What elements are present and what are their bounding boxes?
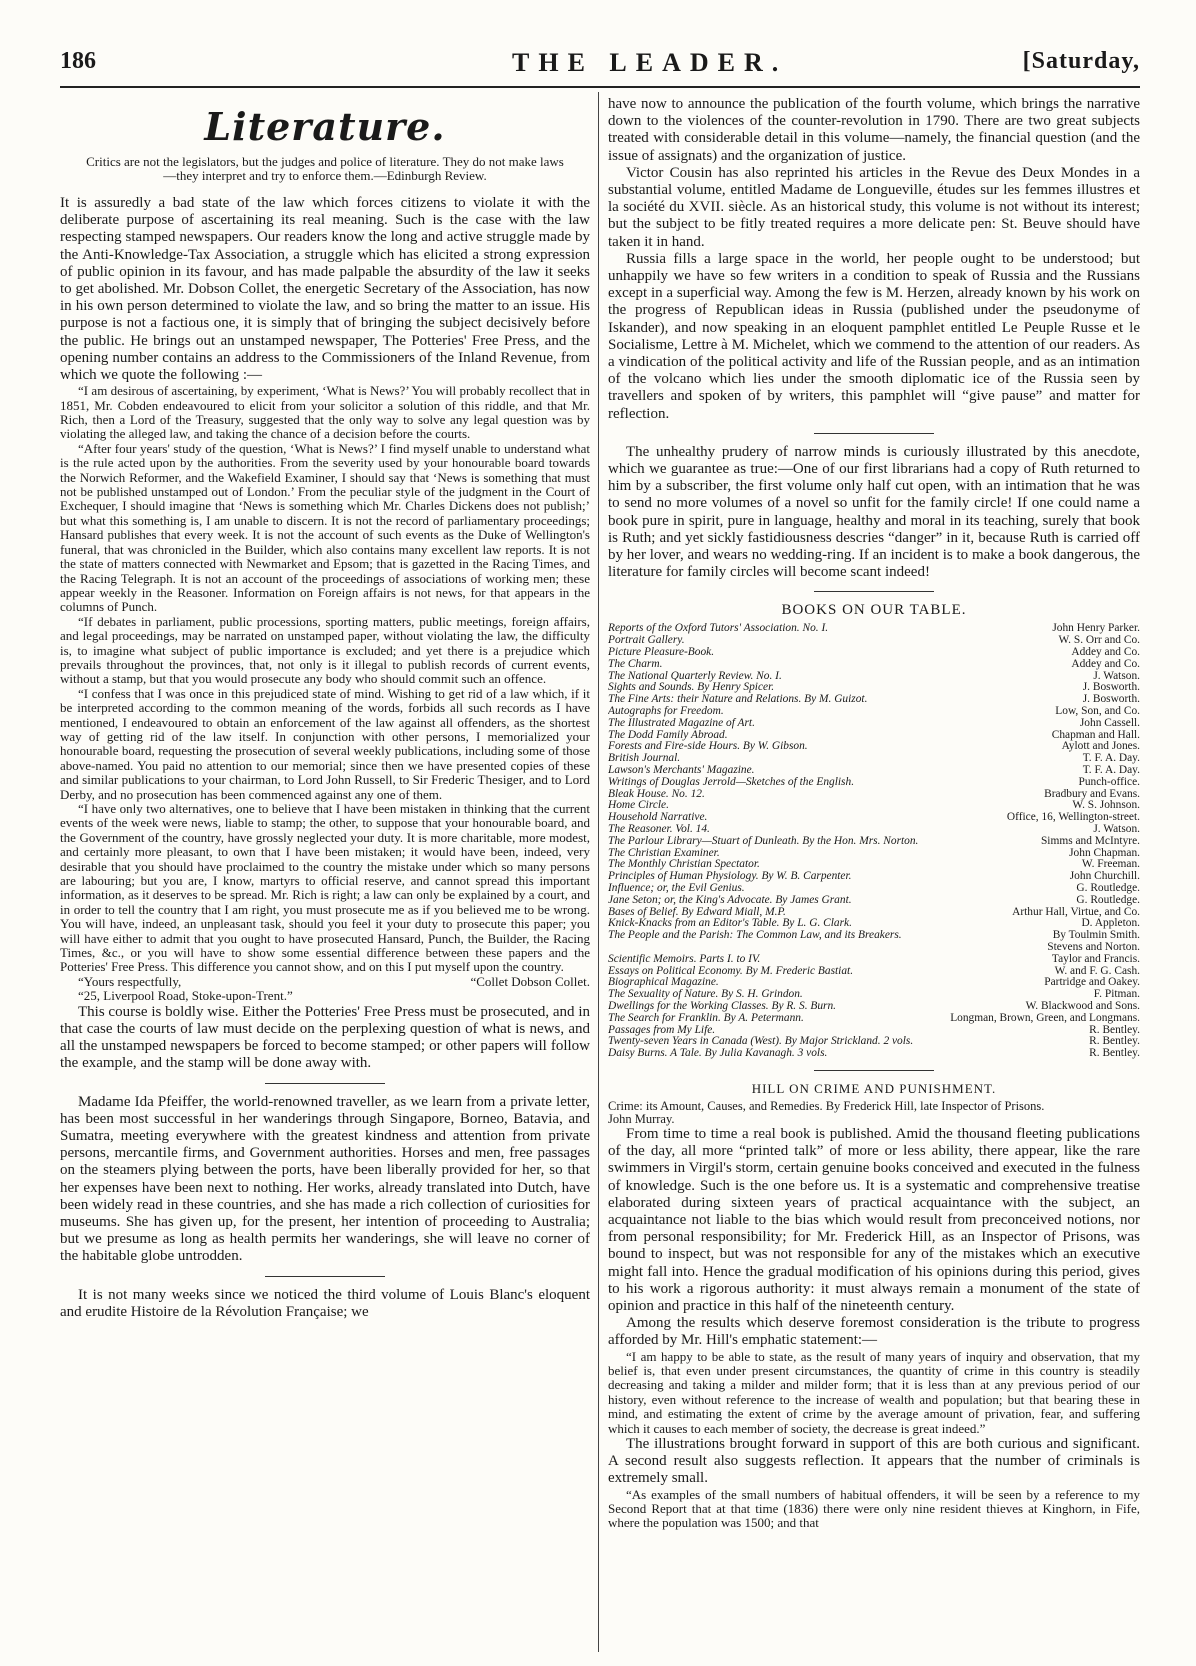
book-title: The Search for Franklin. By A. Petermann.: [608, 1012, 804, 1024]
book-title: Bleak House. No. 12.: [608, 788, 705, 800]
book-entry: [608, 1013, 1140, 1025]
book-title: Influence; or, the Evil Genius.: [608, 883, 745, 895]
book-title: Essays on Political Economy. By M. Frederic Bastiat.: [608, 965, 854, 977]
book-publisher: R. Bentley.: [1089, 1023, 1140, 1036]
books-list: [608, 623, 1140, 1059]
book-publisher: J. Bosworth.: [1082, 693, 1140, 706]
book-entry: [608, 671, 1140, 683]
book-entry: [608, 730, 1140, 742]
book-publisher: Taylor and Francis.: [1051, 952, 1140, 965]
book-publisher: John Churchill.: [1069, 870, 1140, 883]
section-title: Literature.: [204, 104, 446, 149]
book-publisher: Addey and Co.: [1071, 646, 1140, 659]
quote-paragraph-4: “I confess that I was once in this prejudiced state of mind. Wishing to get rid of a law which, if it be interpreted according to the common meaning of the words, forbids all such records as I have mentioned, I endeavoured to obtain an enforcement of the law against all offenders, as the shortest way of getting rid of the law itself. In conjunction with other persons, I memorialized your honourable board, requesting the prosecution of several weekly publications, including some of those above-named. You paid no attention to our memorial; since then we have presented copies of these and similar publications to your chairman, to Lord John Russell, to Sir Frederic Thesiger, and to Lord Derby, and no prosecution has been commenced against any one of them.: [60, 685, 590, 802]
column-divider: [598, 92, 599, 1652]
book-publisher: Chapman and Hall.: [1051, 728, 1140, 741]
book-publisher: Arthur Hall, Virtue, and Co.: [1012, 905, 1140, 918]
book-publisher: W. and F. G. Cash.: [1054, 964, 1140, 977]
book-publisher: W. S. Orr and Co.: [1058, 634, 1140, 647]
book-title: Lawson's Merchants' Magazine.: [608, 765, 755, 777]
issue-day: [Saturday,: [1022, 48, 1140, 74]
quote-paragraph-2: “After four years' study of the question, ‘What is News?’ I find myself unable to understand what is the rule acted upon by the authorities. From the severity used by your honourable board towards the Norwich Reformer, and the Wakefield Examiner, I should say that ‘News is something that must not be published unstamped out of London.’ From the peculiar style of the judgment in the Court of Exchequer, I should imagine that ‘News is something which Mr. Charles Dickens does not publish;’ but what this something is, I am unable to discern. It is not the record of parliamentary proceedings; Hansard publishes that every week. It is not the account of such events as the Duke of Wellington's funeral, that was chronicled in the Builder, which also contains many excellent law reports. It is not the state of matters connected with Newmarket and Epsom; that is gazetted in the Racing Times, and the Racing Telegraph. It is not an account of the proceedings of associations of working men; these appear weekly in the Reasoner. Information on Foreign affairs is not news, for that appears in the columns of Punch.: [60, 440, 590, 615]
separator-rule: [814, 1070, 934, 1071]
book-publisher: R. Bentley.: [1089, 1035, 1140, 1048]
book-entry: [608, 848, 1140, 860]
louis-blanc-continued: have now to announce the publication of the fourth volume, which brings the narrative down to the violences of the counter-revolution in 1790. There are two great subjects treated with considerable detail in this volume—namely, the financial question (and the issue of assignats) and the organization of justice.: [608, 96, 1140, 164]
stamp-law-paragraph: It is assuredly a bad state of the law which forces citizens to violate it with the deliberate purpose of ascertaining its real meaning. Such is the case with the law respecting stamped newspapers. Our readers know the long and active struggle made by the Anti-Knowledge-Tax Association, a struggle which has elicited a strong expression of public opinion in its favour, and has made palpable the absurdity of the law it seeks to get abolished. Mr. Dobson Collet, the energetic Secretary of the Association, has now in his own person determined to violate the law, and so bring the matter to an issue. His purpose is not a factious one, it is simply that of bringing the subject decisively before the public. He brings out an unstamped newspaper, The Potteries' Free Press, and the opening number contains an address to the Commissioners of the Inland Revenue, from which we quote the following :—: [60, 195, 590, 384]
book-entry: [608, 895, 1140, 907]
header-rule: [60, 86, 1140, 88]
quote-paragraph-5: “I have only two alternatives, one to believe that I have been mistaken in thinking that the current events of the week were news, liable to stamp; the other, to suppose that your honourable board, and the Government of the country, have grossly neglected your duty. It is more charitable, more modest, and certainly more pleasant, to own that I have been mistaken; it would have been, indeed, very desirable that you should have proclaimed to the country the mistake under which so many persons are labouring; but you are, I know, martyrs to official reserve, and cannot spread this important information, as it deserves to be spread. Mr. Rich is right; a law can only be explained by a court, and in order to tell the country that I am right, you must prosecute me as if you believed me to be wrong. You will have, indeed, an unpleasant task, should you feel it your duty to prosecute this paper; you will have either to admit that you ought to have prosecuted Hansard, Punch, the Builder, the Racing Times, &c., or you will have to show some essential difference between these papers and the Potteries' Free Press. This difference you cannot show, and on this I put myself upon the country.: [60, 801, 590, 975]
book-publisher: T. F. A. Day.: [1082, 764, 1140, 777]
quote-paragraph-3: “If debates in parliament, public processions, sporting matters, public meetings, foreign affairs, and legal proceedings, may be narrated on unstamped paper, without violating the law, the difficulty is, to imagine what subject of public importance is excluded; and yet there is a prejudice which prevails throughout the provinces, that, not only is it illegal to publish records of current events, without a stamp, but that you would prosecute any body who should commit such an offence.: [60, 613, 590, 687]
book-title: Scientific Memoirs. Parts I. to IV.: [608, 953, 761, 965]
book-title: Picture Pleasure-Book.: [608, 647, 715, 659]
review-publisher: John Murray.: [608, 1111, 675, 1126]
book-publisher: Longman, Brown, Green, and Longmans.: [950, 1011, 1140, 1024]
book-title: Jane Seton; or, the King's Advocate. By James Grant.: [608, 894, 852, 906]
book-entry: [608, 1001, 1140, 1013]
book-entry: [608, 789, 1140, 801]
review-paragraph-3: The illustrations brought forward in support of this are both curious and significant. A second result also suggests reflection. It appears that the number of criminals is extremely small.: [608, 1436, 1140, 1487]
page-number: 186: [60, 48, 96, 74]
book-entry: [608, 812, 1140, 824]
book-publisher: R. Bentley.: [1089, 1047, 1140, 1060]
book-entry: [608, 883, 1140, 895]
book-publisher: Partridge and Oakey.: [1044, 976, 1140, 989]
book-entry: [608, 753, 1140, 765]
review-paragraph-2: Among the results which deserve foremost consideration is the tribute to progress afforded by Mr. Hill's emphatic statement:—: [608, 1315, 1140, 1349]
letter-address: “25, Liverpool Road, Stoke-upon-Trent.”: [78, 988, 293, 1004]
book-publisher: John Chapman.: [1069, 846, 1140, 859]
right-column: [608, 96, 1140, 1656]
book-entry: [608, 907, 1140, 919]
book-publisher: Aylott and Jones.: [1061, 740, 1140, 753]
book-publisher: J. Bosworth.: [1082, 681, 1140, 694]
book-publisher: G. Routledge.: [1076, 882, 1140, 895]
book-publisher: John Cassell.: [1079, 716, 1140, 729]
book-title: The Illustrated Magazine of Art.: [608, 717, 755, 729]
book-title: British Journal.: [608, 753, 681, 765]
letter-signature: [60, 975, 590, 989]
book-title: Writings of Douglas Jerrold—Sketches of the English.: [608, 776, 855, 788]
book-entry: [608, 647, 1140, 659]
book-title: Bases of Belief. By Edward Miall, M.P.: [608, 906, 786, 918]
book-publisher: G. Routledge.: [1076, 893, 1140, 906]
book-publisher: John Henry Parker.: [1052, 622, 1140, 635]
book-title: Reports of the Oxford Tutors' Association. No. I.: [608, 623, 829, 635]
quote-paragraph-1: “I am desirous of ascertaining, by experiment, ‘What is News?’ You will probably recollect that in 1851, Mr. Cobden endeavoured to elicit from your solicitor a solution of this riddle, and that Mr. Rich, then a Lord of the Treasury, suggested that the only way to solve any legal question was by violating the alleged law, and taking the chance of a decision before the courts.: [60, 383, 590, 442]
book-entry: [608, 1048, 1140, 1060]
book-title: Knick-Knacks from an Editor's Table. By L. G. Clark.: [608, 918, 852, 930]
book-title: The Fine Arts: their Nature and Relations. By M. Guizot.: [608, 694, 868, 706]
separator-rule: [814, 591, 934, 592]
book-title: The Monthly Christian Spectator.: [608, 859, 760, 871]
book-title: Autographs for Freedom.: [608, 706, 724, 718]
book-title: Principles of Human Physiology. By W. B. Carpenter.: [608, 871, 852, 883]
book-title: The People and the Parish: The Common Law, and its Breakers.: [608, 930, 902, 942]
book-title: Twenty-seven Years in Canada (West). By Major Strickland. 2 vols.: [608, 1036, 914, 1048]
book-title: The Parlour Library—Stuart of Dunleath. By the Hon. Mrs. Norton.: [608, 835, 919, 847]
book-title: The Charm.: [608, 658, 663, 670]
book-title: The Dodd Family Abroad.: [608, 729, 728, 741]
book-title: Forests and Fire-side Hours. By W. Gibson.: [608, 741, 808, 753]
russia-paragraph: Russia fills a large space in the world, her people ought to be understood; but unhappily we have so few writers in a condition to speak of Russia and the Russians except in a superficial way. Among the few is M. Herzen, already known by his work on the progress of Republican ideas in Russia (published under the pseudonyme of Iskander), and now speaking in an eloquent pamphlet entitled Le Peuple Russe et le Socialisme, Lettre à M. Michelet, which we commend to the attention of our readers. As a vindication of the political activity and life of the Russian people, and as an intimation of the volcano which lies under the smooth diplomatic ice of the Russia seen by travellers and spoken of by writers, this pamphlet will “give pause” and matter for reflection.: [608, 250, 1140, 422]
book-entry: [608, 859, 1140, 871]
book-publisher: Bradbury and Evans.: [1044, 787, 1140, 800]
book-entry: [608, 718, 1140, 730]
book-title: Sights and Sounds. By Henry Spicer.: [608, 682, 775, 694]
page-header: [60, 48, 1140, 84]
review-paragraph-1: From time to time a real book is published. Amid the thousand fleeting publications of the day, all more “printed talk” of more or less ability, there appear, like the rare swimmers in Virgil's storm, certain genuine books conceived and executed in the fulness of knowledge. Such is the one before us. It is a systematic and comprehensive treatise elaborated during sixteen years of practical acquaintance with the subject, an acquaintance not liable to the bias which would result from preconceived notions, nor from personal responsibility; for Mr. Frederick Hill, as an Inspector of Prisons, was bound to inspect, but was not responsible for any of the mistakes which an executive might fall into. Hence the gradual modification of his opinions during this period, gives to his work a rigorous authority: it must always remain a monument of the state of opinion and practice in this half of the nineteenth century.: [608, 1125, 1140, 1314]
louis-blanc-paragraph: It is not many weeks since we noticed the third volume of Louis Blanc's eloquent and erudite Histoire de la Révolution Française; we: [60, 1286, 590, 1320]
book-title: The Christian Examiner.: [608, 847, 720, 859]
book-entry: [608, 1025, 1140, 1037]
book-publisher: D. Appleton.: [1081, 917, 1140, 930]
book-publisher: T. F. A. Day.: [1082, 752, 1140, 765]
book-entry: [608, 635, 1140, 647]
book-publisher: J. Watson.: [1093, 669, 1140, 682]
book-publisher: Simms and McIntyre.: [1040, 834, 1140, 847]
book-entry: [608, 765, 1140, 777]
book-entry: [608, 741, 1140, 753]
book-entry: [608, 659, 1140, 671]
book-publisher: W. S. Johnson.: [1072, 799, 1140, 812]
review-quote-1: “I am happy to be able to state, as the result of many years of inquiry and observation, that my belief is, that even under present circumstances, the quantity of crime in this country is steadily decreasing and taking a milder and milder form; that it is less than at any previous period of our history, even without reference to the increase of wealth and population; but that bearing these in mind, and estimating the extent of crime by the average amount of privation, fear, and suffering which it causes to each member of society, the decrease is great indeed.”: [608, 1348, 1140, 1436]
newspaper-title: THE LEADER.: [512, 48, 788, 77]
book-entry: [608, 706, 1140, 718]
book-entry: [608, 954, 1140, 966]
cousin-paragraph: Victor Cousin has also reprinted his articles in the Revue des Deux Mondes in a substantial volume, entitled Madame de Longueville, études sur les femmes illustres et la société du XVII. siècle. As an historical study, this volume is not without its interest; but the subject to be fitly treated requires a more delicate pen: St. Beuve should have taken it in hand.: [608, 164, 1140, 250]
commentary-paragraph: This course is boldly wise. Either the Potteries' Free Press must be prosecuted, and in that case the courts of law must decide on the perplexing question of what is news, and all the unstamped newspapers be forced to become stamped; or other papers will follow the example, and the stamp will be done away with.: [60, 1003, 590, 1072]
book-entry: [608, 777, 1140, 789]
book-entry: [608, 1036, 1140, 1048]
epigraph: Critics are not the legislators, but the judges and police of literature. They do not make laws—they interpret and try to enforce them.—Edinburgh Review.: [86, 154, 564, 183]
book-publisher: Office, 16, Wellington-street.: [1006, 811, 1140, 824]
book-publisher: Stevens and Norton.: [1047, 941, 1140, 953]
book-entry: [608, 682, 1140, 694]
book-publisher: Punch-office.: [1078, 775, 1140, 788]
book-publisher: Low, Son, and Co.: [1055, 705, 1140, 718]
separator-rule: [265, 1276, 385, 1277]
book-title: The National Quarterly Review. No. I.: [608, 670, 782, 682]
book-title: The Sexuality of Nature. By S. H. Grindon.: [608, 989, 803, 1001]
book-title: Household Narrative.: [608, 812, 708, 824]
book-title: Dwellings for the Working Classes. By R. S. Burn.: [608, 1000, 837, 1012]
separator-rule: [814, 433, 934, 434]
book-title: The Reasoner. Vol. 14.: [608, 824, 710, 836]
book-title: Biographical Magazine.: [608, 977, 719, 989]
book-publisher: By Toulmin Smith.: [1052, 929, 1140, 942]
book-publisher: J. Watson.: [1093, 823, 1140, 836]
book-title: Passages from My Life.: [608, 1024, 716, 1036]
book-entry: [608, 836, 1140, 848]
review-source: Crime: its Amount, Causes, and Remedies. By Frederick Hill, late Inspector of Prisons.: [608, 1098, 1045, 1113]
book-publisher: Addey and Co.: [1071, 657, 1140, 670]
signature-name: “Collet Dobson Collet.: [470, 973, 590, 989]
prudery-paragraph: The unhealthy prudery of narrow minds is curiously illustrated by this anecdote, which we guarantee as true:—One of our first librarians had a copy of Ruth returned to him by a subscriber, the first volume only half cut open, with an intimation that he was to send no more volumes of a novel so unfit for the family circle! If one could name a book pure in spirit, pure in language, healthy and moral in its teaching, surely that book is Ruth; and yet sickly fastidiousness descries “danger” in it, because Ruth is carried off by her lover, and wears no wedding-ring. If an incident is to make a book dangerous, the literature for family circles will become scant indeed!: [608, 443, 1140, 581]
book-title: Daisy Burns. A Tale. By Julia Kavanagh. 3 vols.: [608, 1048, 828, 1060]
book-title: Home Circle.: [608, 800, 669, 812]
separator-rule: [265, 1083, 385, 1084]
review-quote-2: “As examples of the small numbers of habitual offenders, it will be seen by a reference to my Second Report that at that time (1836) there were only nine resident thieves at Kinghorn, in Fife, where the population was 1500; and that: [608, 1486, 1140, 1531]
book-publisher: W. Freeman.: [1081, 858, 1140, 871]
book-publisher: F. Pitman.: [1093, 988, 1140, 1001]
book-title: Portrait Gallery.: [608, 635, 685, 647]
pfeiffer-paragraph: Madame Ida Pfeiffer, the world-renowned traveller, as we learn from a private letter, has been most successful in her wanderings through Singapore, Borneo, Batavia, and Sumatra, meeting everywhere with the greatest kindness and attention from private persons, mercantile firms, and Government authorities. Horses and men, free passages on the steamers plying between the ports, have been liberally provided for her, so that her expenses have been next to nothing. Her works, already translated into Dutch, have been widely read in these countries, and she has made a rich collection of curiosities for museums. She has given up, for the present, her intention of proceeding to Australia; but we presume as long as health permits her wanderings, she will leave no corner of the habitable globe untrodden.: [60, 1093, 590, 1265]
signature-closing: “Yours respectfully,: [78, 973, 182, 989]
books-table-title: BOOKS ON OUR TABLE.: [781, 602, 967, 619]
review-title: HILL ON CRIME AND PUNISHMENT.: [751, 1080, 997, 1096]
book-entry: [608, 871, 1140, 883]
book-entry: [608, 977, 1140, 989]
left-column: [60, 96, 590, 1656]
book-publisher: W. Blackwood and Sons.: [1025, 999, 1140, 1012]
